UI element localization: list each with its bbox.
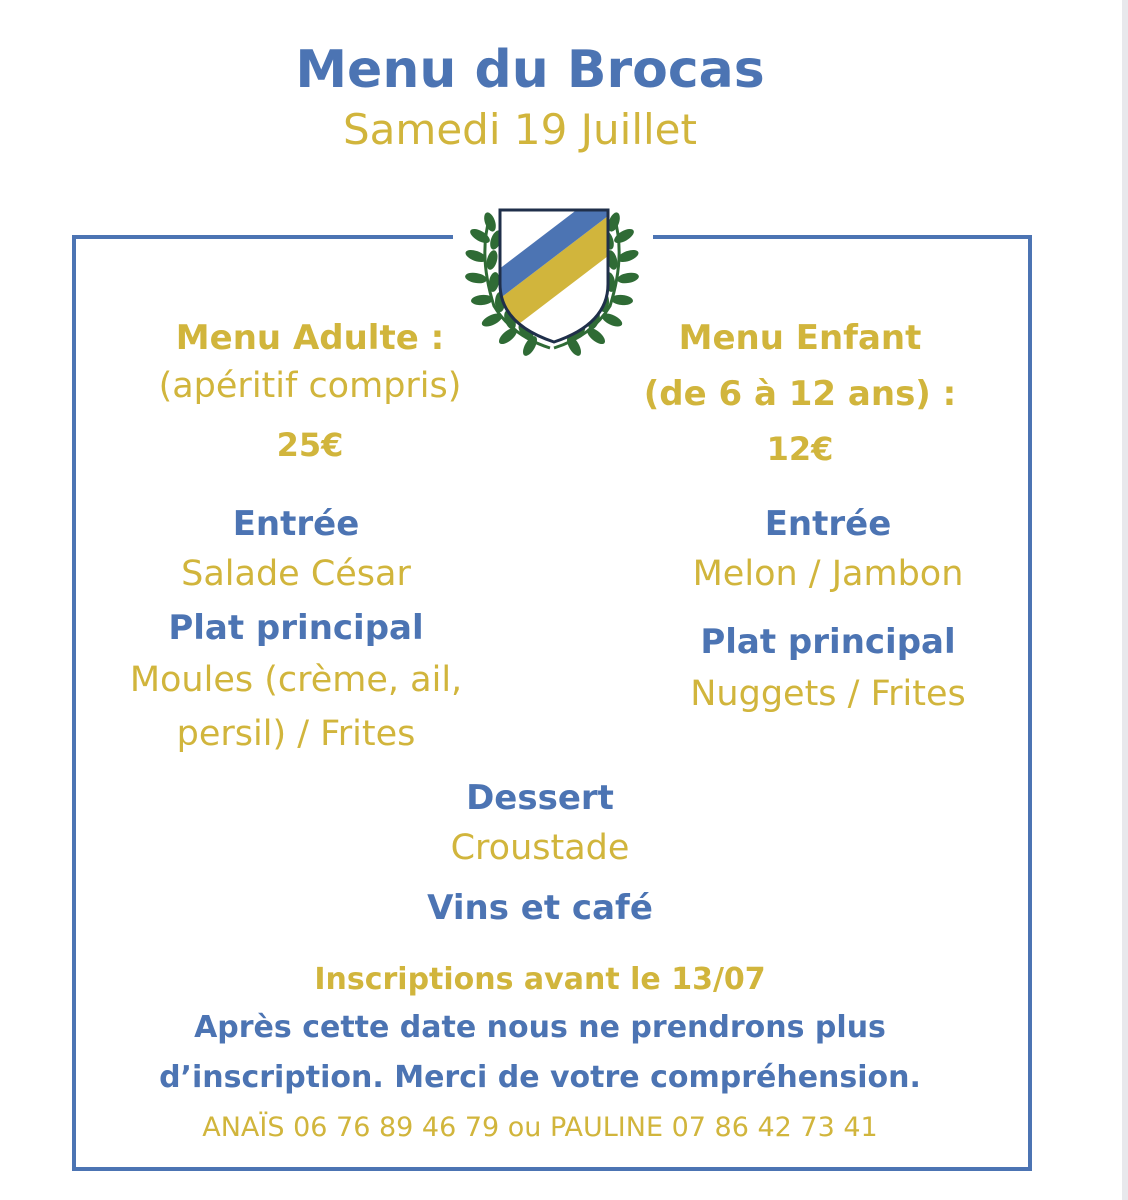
registration-line2: d’inscription. Merci de votre compréhension.	[159, 1060, 921, 1095]
child-menu-price: 12€	[766, 430, 834, 468]
adult-menu-price: 25€	[276, 426, 344, 464]
child-entree: Melon / Jambon	[692, 554, 964, 594]
adult-courses	[96, 504, 496, 768]
child-courses	[628, 504, 1028, 728]
frame-top-left-border	[72, 235, 453, 239]
adult-entree-label: Entrée	[232, 504, 360, 544]
frame-top-right-border	[653, 235, 1028, 239]
child-menu-note: (de 6 à 12 ans) :	[643, 374, 957, 414]
adult-main-line1: Moules (crème, ail,	[129, 660, 463, 700]
child-menu-heading: Menu Enfant	[678, 318, 922, 358]
child-menu	[600, 318, 1000, 486]
adult-menu-heading: Menu Adulte :	[175, 318, 445, 358]
dessert-item: Croustade	[450, 828, 630, 868]
dessert-label: Dessert	[466, 778, 614, 818]
contact-phones: ANAÏS 06 76 89 46 79 ou PAULINE 07 86 42 73 41	[202, 1112, 878, 1143]
adult-main-line2: persil) / Frites	[176, 714, 416, 754]
child-main-label: Plat principal	[700, 622, 956, 662]
adult-menu	[110, 318, 510, 488]
adult-main-label: Plat principal	[168, 608, 424, 648]
drinks-label: Vins et café	[427, 888, 653, 928]
child-main: Nuggets / Frites	[690, 674, 966, 714]
adult-entree: Salade César	[181, 554, 411, 594]
page-edge	[1122, 0, 1128, 1200]
registration-line1: Après cette date nous ne prendrons plus	[194, 1010, 886, 1045]
adult-menu-note: (apéritif compris)	[158, 366, 462, 406]
child-entree-label: Entrée	[764, 504, 892, 544]
dessert-section	[340, 778, 740, 938]
event-date: Samedi 19 Juillet	[343, 105, 697, 154]
page-title: Menu du Brocas	[295, 40, 765, 100]
registration-section	[80, 962, 1000, 1152]
registration-deadline: Inscriptions avant le 13/07	[314, 962, 766, 997]
